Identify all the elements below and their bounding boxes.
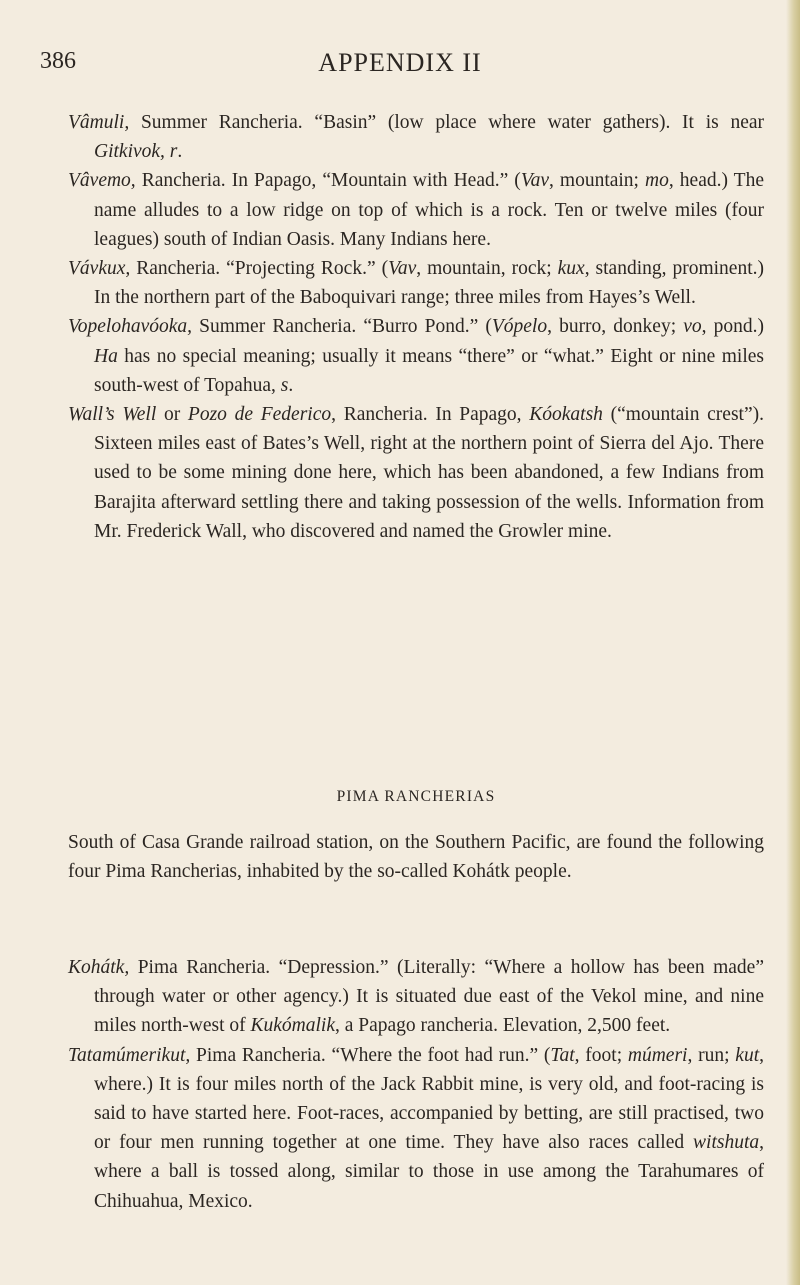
entries-top xyxy=(68,108,764,546)
page-header xyxy=(40,48,760,88)
section-heading: PIMA RANCHERIAS xyxy=(336,788,496,805)
entry-term: Vávkux, xyxy=(68,258,131,280)
entry-tatamumerikut: Tatamúmerikut, Pima Rancheria. “Where the foot had run.” (Tat, foot; múmeri, run; kut, where.) It is four miles north of the Jack Rabbit mine, is very old, and foot-racing is said to have started here. Foot-races, accompanied by betting, are still practised, two or four men running together at one time. They have also races called witshuta, where a ball is tossed along, similar to those in use among the Tarahumares of Chihuahua, Mexico. xyxy=(68,1044,764,1212)
entry-term: Vâvemo, xyxy=(68,170,136,192)
section-intro xyxy=(68,828,764,886)
entry-term: Vopelohavóoka, xyxy=(68,316,193,338)
entry-term: Vâmuli, xyxy=(68,112,130,133)
page-edge xyxy=(786,0,800,1285)
intro-paragraph: South of Casa Grande railroad station, on the Southern Pacific, are found the following four Pima Rancherias, inhabited by the so-called Kohátk people. xyxy=(68,832,764,883)
entries-bottom xyxy=(68,953,764,1216)
entry-term: Kohátk, xyxy=(68,957,130,978)
page-number: 386 xyxy=(40,48,76,74)
running-head: APPENDIX II xyxy=(318,48,482,77)
entry-walls-well: Wall’s Well or Pozo de Federico, Rancheria. In Papago, Kóokatsh (“mountain crest”). Sixteen miles east of Bates’s Well, right at the northern point of Sierra del Ajo. There used to be some mining done here, which has been abandoned, a few Indians from Barajita afterward settling there and taking possession of the wells. Information from Mr. Frederick Wall, who discovered and named the Growler mine. xyxy=(68,404,764,542)
entry-vavkux: Vávkux, Rancheria. “Projecting Rock.” (Vav, mountain, rock; kux, standing, prominent.) In the northern part of the Baboquivari range; three miles from Hayes’s Well. xyxy=(68,258,765,309)
entry-vamuli: Vâmuli, Summer Rancheria. “Basin” (low place where water gathers). It is near Gitkivok, r. xyxy=(68,112,764,163)
entry-term: Tatamúmerikut, xyxy=(68,1044,191,1066)
entry-kohatk: Kohátk, Pima Rancheria. “Depression.” (Literally: “Where a hollow has been made” through water or other agency.) It is situated due east of the Vekol mine, and nine miles north-west of Kukómalik, a Papago rancheria. Elevation, 2,500 feet. xyxy=(68,957,764,1037)
entry-term: Wall’s Well xyxy=(68,404,157,426)
entry-vavemo: Vâvemo, Rancheria. In Papago, “Mountain with Head.” (Vav, mountain; mo, head.) The name alludes to a low ridge on top of which is a rock. Ten or twelve miles (four leagues) south of Indian Oasis. Many Indians here. xyxy=(68,170,764,250)
entry-vopelohavooka: Vopelohavóoka, Summer Rancheria. “Burro Pond.” (Vópelo, burro, donkey; vo, pond.) Ha has no special meaning; usually it means “there” or “what.” Eight or nine miles south-west of Topahua, s. xyxy=(68,316,764,396)
